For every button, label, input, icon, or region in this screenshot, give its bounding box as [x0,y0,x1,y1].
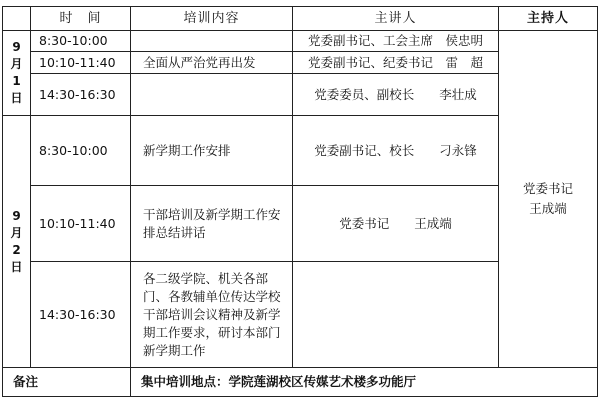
speaker-cell: 党委书记 王成端 [293,186,499,262]
date-char: 9 [12,208,21,223]
header-row [3,7,598,31]
date-char: 月 [10,57,23,71]
footer-row [3,368,598,397]
training-schedule-table [2,6,598,397]
content-cell: 新学期工作安排 [131,116,293,186]
content-cell: 全面从严治党再出发 [131,52,293,74]
header-time: 时 间 [31,7,131,31]
speaker-cell: 党委副书记、工会主席 侯忠明 [293,31,499,52]
content-cell: 干部培训及新学期工作安排总结讲话 [131,186,293,262]
speaker-cell [293,262,499,368]
time-cell: 14:30-16:30 [31,74,131,116]
host-title: 党委书记 [522,181,573,196]
host-cell [499,31,598,368]
content-cell: 各二级学院、机关各部门、各教辅单位传达学校干部培训会议精神及新学期工作要求，研讨本部门新学期工作 [131,262,293,368]
note-label: 备注 [3,368,131,397]
header-content: 培训内容 [131,7,293,31]
time-cell: 8:30-10:00 [31,31,131,52]
content-cell [131,74,293,116]
date-char: 月 [10,225,23,240]
table-row [3,31,598,52]
header-host: 主持人 [499,7,598,31]
date-char: 日 [10,259,23,274]
speaker-cell: 党委委员、副校长 李壮成 [293,74,499,116]
header-date-blank [3,7,31,31]
time-cell: 10:10-11:40 [31,186,131,262]
header-speaker: 主讲人 [293,7,499,31]
time-cell: 10:10-11:40 [31,52,131,74]
date-char: 日 [10,91,23,105]
date-cell-day1 [3,31,31,116]
date-char: 9 [12,40,21,54]
speaker-cell: 党委副书记、纪委书记 雷 超 [293,52,499,74]
speaker-cell: 党委副书记、校长 刁永锋 [293,116,499,186]
note-text: 集中培训地点：学院莲湖校区传媒艺术楼多功能厅 [131,368,598,397]
content-cell [131,31,293,52]
time-cell: 14:30-16:30 [31,262,131,368]
date-cell-day2 [3,116,31,368]
date-char: 1 [12,74,21,88]
host-name: 王成端 [529,201,567,216]
date-char: 2 [12,242,21,257]
time-cell: 8:30-10:00 [31,116,131,186]
